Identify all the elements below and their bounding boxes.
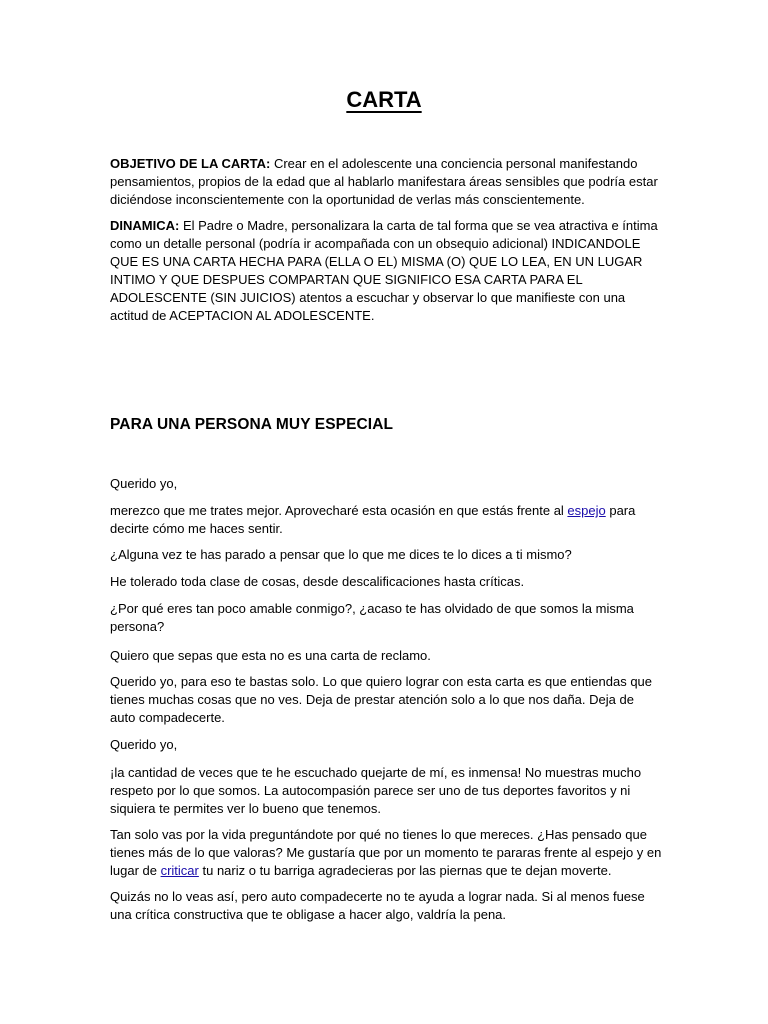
- letter-paragraph-1: [110, 502, 662, 538]
- paragraph-text: Querido yo, para eso te bastas solo. Lo que quiero lograr con esta carta es que entiendas que tienes muchas cosas que no ves. Deja de prestar atención solo a lo que nos daña. Deja de auto compadecerte.: [110, 674, 653, 725]
- section-heading: PARA UNA PERSONA MUY ESPECIAL: [110, 416, 394, 433]
- paragraph-text: Tan solo vas por la vida preguntándote por qué no tienes lo que mereces. ¿Has pensado que tienes más de lo que valoras? Me gustaría que por un momento te pararas frente al espejo y en lugar de: [110, 827, 662, 878]
- objetivo-label: OBJETIVO DE LA CARTA:: [110, 156, 271, 171]
- letter-paragraph-2: [110, 546, 662, 564]
- greeting-text: Querido yo,: [110, 737, 178, 752]
- letter-paragraph-3: [110, 573, 662, 591]
- letter-paragraph-4: [110, 600, 662, 636]
- letter-paragraph-5: [110, 647, 662, 665]
- objetivo-paragraph: [110, 155, 662, 209]
- paragraph-text: Quizás no lo veas así, pero auto compadecerte no te ayuda a lograr nada. Si al menos fuese una crítica constructiva que te obligase a hacer algo, valdría la pena.: [110, 889, 645, 922]
- greeting-2: [110, 736, 662, 754]
- letter-paragraph-6: [110, 673, 662, 727]
- document-title: CARTA: [346, 87, 422, 112]
- paragraph-text: tu nariz o tu barriga agradecieras por las piernas que te dejan moverte.: [198, 863, 612, 878]
- paragraph-text: Quiero que sepas que esta no es una carta de reclamo.: [110, 648, 431, 663]
- dinamica-paragraph: [110, 217, 662, 325]
- paragraph-text: ¿Por qué eres tan poco amable conmigo?, ¿acaso te has olvidado de que somos la misma persona?: [110, 601, 634, 634]
- dinamica-label: DINAMICA:: [110, 218, 180, 233]
- letter-paragraph-8: [110, 826, 662, 880]
- espejo-link[interactable]: espejo: [567, 503, 606, 518]
- paragraph-text: ¿Alguna vez te has parado a pensar que lo que me dices te lo dices a ti mismo?: [110, 547, 572, 562]
- paragraph-text: para decirte cómo me haces sentir.: [110, 503, 636, 536]
- objetivo-text: Crear en el adolescente una conciencia personal manifestando pensamientos, propios de la edad que al hablarlo manifestara áreas sensibles que podría estar diciéndose inconscientemente con la oportunidad de verlas más conscientemente.: [110, 156, 658, 207]
- dinamica-text: El Padre o Madre, personalizara la carta de tal forma que se vea atractiva e íntima como un detalle personal (podría ir acompañada con un obsequio adicional) INDICANDOLE QUE ES UNA CARTA HECHA PARA (ELLA O EL) MISMA (O) QUE LO LEA, EN UN LUGAR INTIMO Y QUE DESPUES COMPARTAN QUE SIGNIFICO ESA CARTA PARA EL ADOLESCENTE (SIN JUICIOS) atentos a escuchar y observar lo que manifieste con una actitud de ACEPTACION AL ADOLESCENTE.: [110, 218, 658, 323]
- paragraph-text: He tolerado toda clase de cosas, desde descalificaciones hasta críticas.: [110, 574, 525, 589]
- letter-paragraph-9: [110, 888, 662, 924]
- greeting-text: Querido yo,: [110, 476, 178, 491]
- paragraph-text: merezco que me trates mejor. Aprovecharé esta ocasión en que estás frente al: [110, 503, 568, 518]
- criticar-link[interactable]: criticar: [160, 863, 199, 878]
- letter-paragraph-7: [110, 764, 662, 818]
- paragraph-text: ¡la cantidad de veces que te he escuchado quejarte de mí, es inmensa! No muestras mucho respeto por lo que somos. La autocompasión parece ser uno de tus deportes favoritos y ni siquiera te permites ver lo bueno que tenemos.: [110, 765, 642, 816]
- greeting-1: [110, 475, 662, 493]
